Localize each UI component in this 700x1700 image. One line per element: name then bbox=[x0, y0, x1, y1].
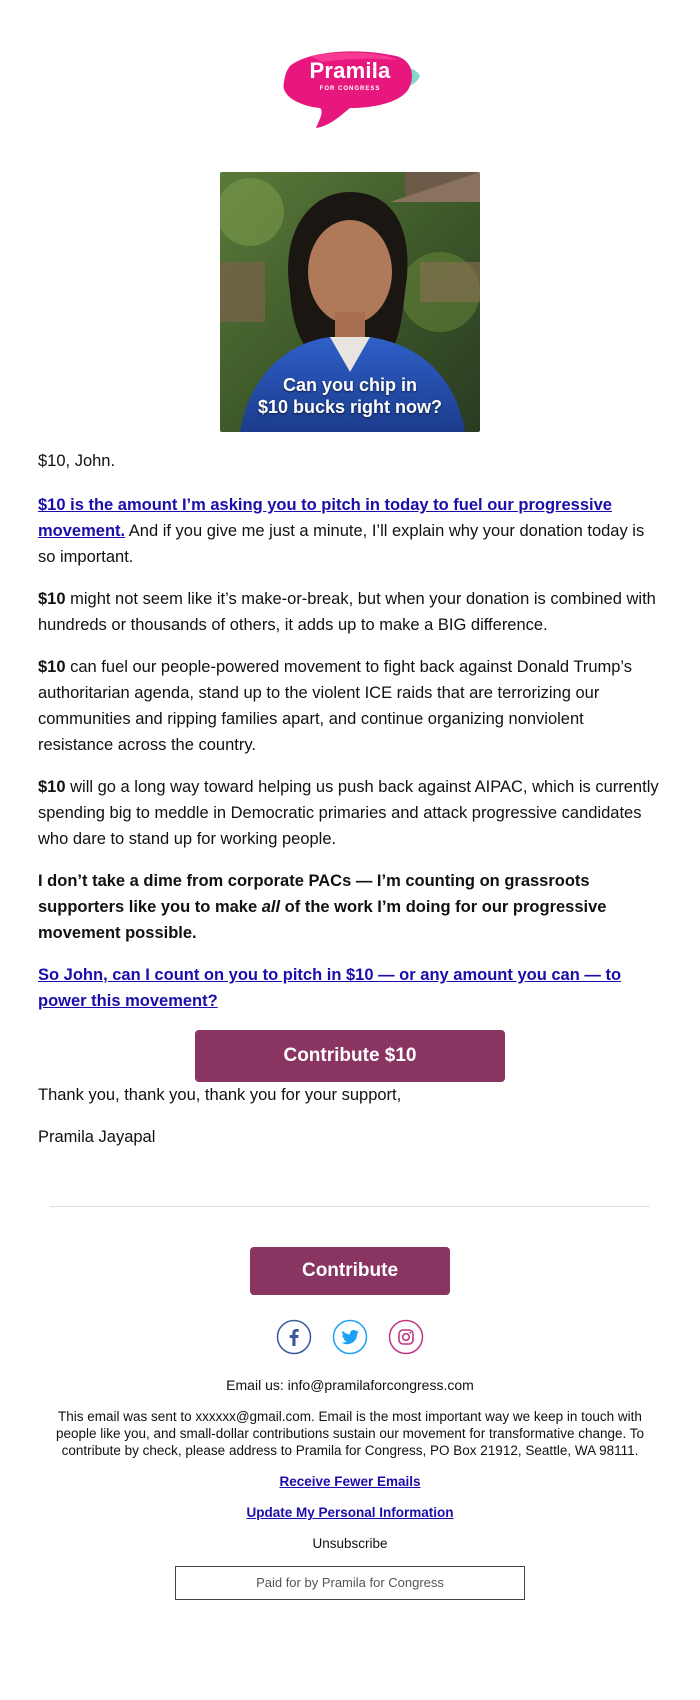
greeting: $10, John. bbox=[38, 452, 116, 470]
twitter-icon[interactable] bbox=[332, 1319, 368, 1355]
thanks-line: Thank you, thank you, thank you for your support, bbox=[38, 1086, 402, 1104]
contribute-10-button[interactable]: Contribute $10 bbox=[195, 1030, 505, 1082]
receive-fewer-emails-link[interactable]: Receive Fewer Emails bbox=[279, 1474, 421, 1489]
paid-for-disclaimer: Paid for by Pramila for Congress bbox=[175, 1566, 525, 1600]
footer-divider bbox=[50, 1206, 650, 1207]
footer-fine-print: This email was sent to xxxxxx@gmail.com. Email is the most important way we keep in touch with people like you, and small-dollar contributions sustain our movement for transformative change. To contribute by check, please address to Pramila for Congress, PO Box 21912, Seattle, WA 98111. bbox=[55, 1409, 645, 1458]
paragraph-3-text: can fuel our people-powered movement to fight back against Donald Trump’s authoritarian agenda, stand up to the violent ICE raids that are terrorizing our communities and ripping families apart, and continue organizing nonviolent resistance across the country. bbox=[38, 658, 633, 754]
paragraph-5 bbox=[38, 868, 662, 946]
logo-name: Pramila bbox=[309, 58, 391, 83]
paragraph-3-amount: $10 bbox=[38, 658, 66, 676]
paragraph-3 bbox=[38, 654, 662, 758]
amount-ask-link[interactable]: $10 is the amount I’m asking you to pitch in today to fuel our progressive movement. bbox=[38, 496, 612, 540]
update-personal-info-link[interactable]: Update My Personal Information bbox=[246, 1505, 454, 1520]
contribute-button[interactable]: Contribute bbox=[250, 1247, 450, 1295]
paragraph-4-text: will go a long way toward helping us push back against AIPAC, which is currently spending big to meddle in Democratic primaries and attack progressive candidates who dare to stand up for working people. bbox=[38, 778, 659, 848]
email-container bbox=[12, 46, 688, 1600]
hero-image[interactable] bbox=[220, 172, 480, 432]
pitch-in-link[interactable]: So John, can I count on you to pitch in $10 — or any amount you can — to power this movement? bbox=[38, 966, 622, 1010]
hero-caption-line1: Can you chip in bbox=[282, 375, 417, 395]
paragraph-5-part-a: I don’t take a dime from corporate PACs — I’m counting on grassroots supporters like you to make bbox=[38, 872, 590, 916]
paragraph-4-amount: $10 bbox=[38, 778, 66, 796]
social-links bbox=[12, 1319, 688, 1355]
paragraph-2 bbox=[38, 586, 662, 638]
footer bbox=[12, 1377, 688, 1600]
paragraph-4 bbox=[38, 774, 662, 852]
facebook-icon[interactable] bbox=[276, 1319, 312, 1355]
ask-paragraph bbox=[38, 962, 662, 1014]
hero-caption bbox=[220, 374, 480, 418]
paragraph-5-part-b: of the work I’m doing for our progressive movement possible. bbox=[38, 898, 607, 942]
instagram-icon[interactable] bbox=[388, 1319, 424, 1355]
unsubscribe-link[interactable]: Unsubscribe bbox=[312, 1536, 388, 1551]
campaign-logo[interactable] bbox=[270, 46, 430, 136]
contact-email: Email us: info@pramilaforcongress.com bbox=[226, 1377, 474, 1393]
signature: Pramila Jayapal bbox=[38, 1128, 156, 1146]
paragraph-2-text: might not seem like it’s make-or-break, but when your donation is combined with hundreds or thousands of others, it adds up to make a BIG difference. bbox=[38, 590, 656, 634]
paragraph-2-amount: $10 bbox=[38, 590, 66, 608]
hero-caption-line2: $10 bucks right now? bbox=[257, 397, 443, 417]
logo-subtitle: FOR CONGRESS bbox=[319, 86, 381, 92]
paragraph-1-text: And if you give me just a minute, I’ll explain why your donation today is so important. bbox=[38, 522, 645, 566]
paragraph-5-emphasis: all bbox=[261, 898, 281, 916]
paragraph-1 bbox=[38, 492, 662, 570]
email-body bbox=[12, 448, 688, 1150]
